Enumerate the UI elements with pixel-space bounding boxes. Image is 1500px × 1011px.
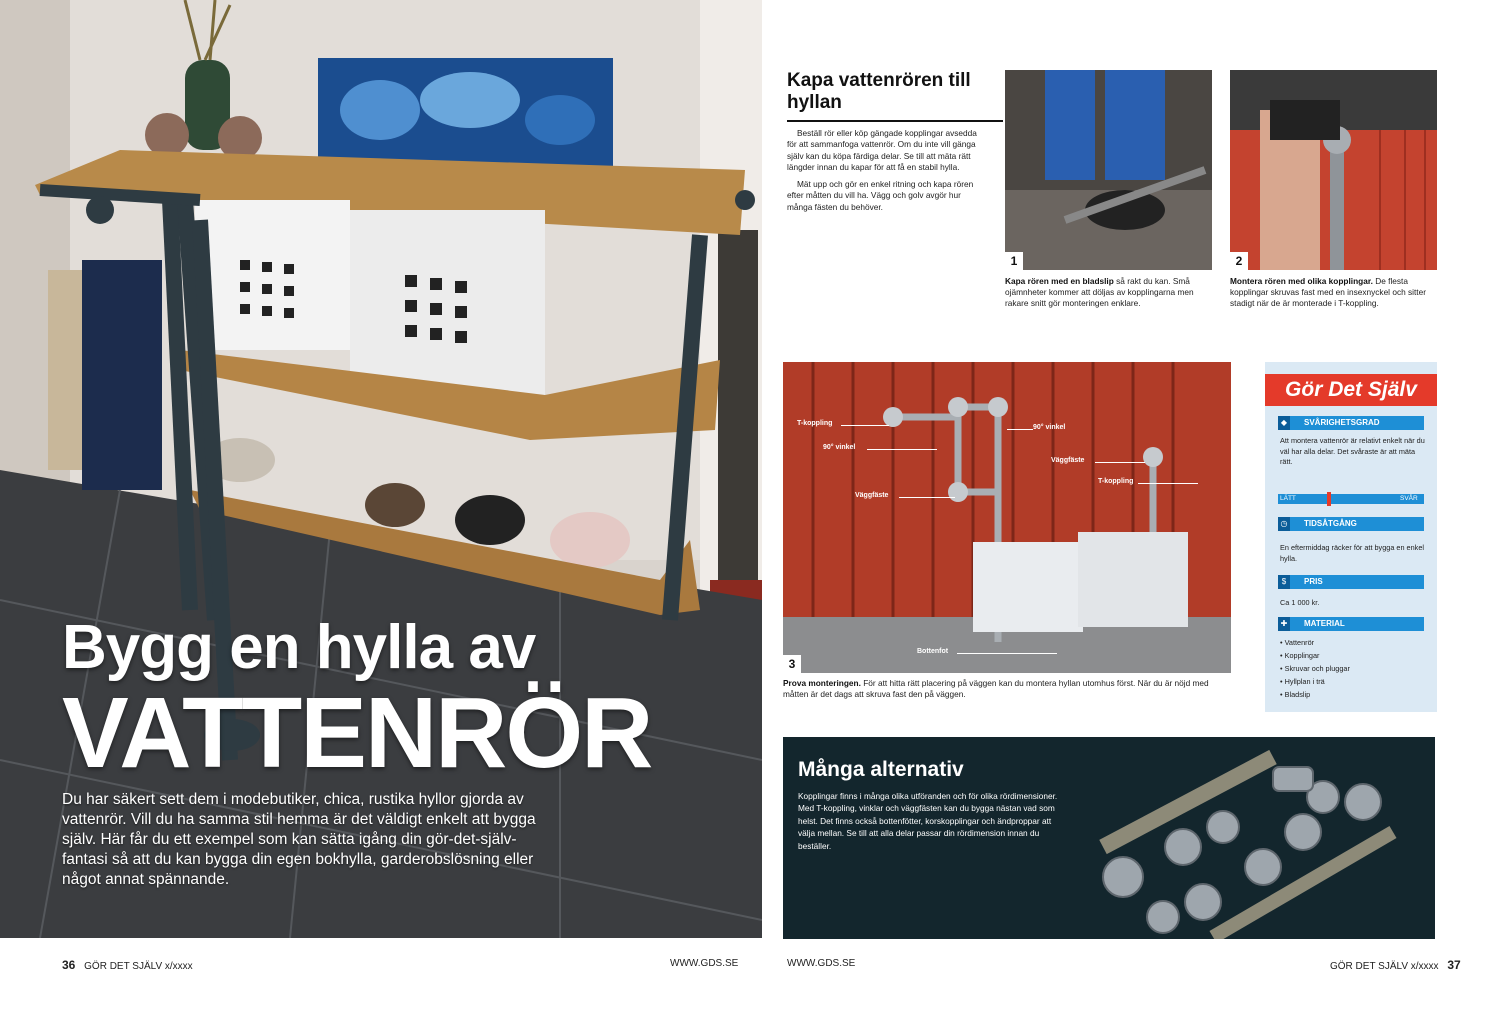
alternatives-title: Många alternativ bbox=[798, 758, 964, 781]
left-folio-url: WWW.GDS.SE bbox=[670, 958, 739, 969]
photo-label: Bottenfot bbox=[917, 648, 949, 655]
clock-icon: ◷ bbox=[1278, 517, 1290, 531]
sidebar-text: Ca 1 000 kr. bbox=[1280, 598, 1320, 607]
material-icon: ✚ bbox=[1278, 617, 1290, 631]
sidebar-banner: Gör Det Själv bbox=[1265, 374, 1437, 406]
sidebar-heading: TIDSÅTGÅNG bbox=[1290, 517, 1424, 531]
step-number: 3 bbox=[783, 655, 801, 673]
label-leader-line bbox=[1138, 483, 1198, 484]
intro-text: Du har säkert sett dem i modebutiker, chica, rustika hyllor gjorda av vattenrör. Vill du ha samma stil hemma är det väldigt enkelt att bygga själv. Här får du ett exempel som kan sätta igång din gör-det-själv-fantasi så att du kan bygga din egen bokhylla, garderobslösning eller något annat spännande. bbox=[62, 791, 536, 888]
section-rule bbox=[787, 120, 1003, 122]
difficulty-marker bbox=[1327, 492, 1331, 506]
sidebar-heading: SVÅRIGHETSGRAD bbox=[1290, 416, 1424, 430]
section-body bbox=[787, 128, 987, 219]
test-assembly-photo-illustration bbox=[783, 362, 1231, 673]
photo-label: Väggfäste bbox=[1051, 457, 1085, 464]
photo-label: T-koppling bbox=[797, 420, 833, 427]
headline-line-2: VATTENRÖR bbox=[62, 677, 652, 789]
left-folio-issue: x/xxxx bbox=[164, 961, 193, 972]
material-item: • Hyllplan i trä bbox=[1280, 677, 1325, 686]
right-folio-issue: x/xxxx bbox=[1410, 961, 1439, 972]
sidebar-text: Att montera vattenrör är relativt enkelt när du väl har alla delar. Det svåraste är att mäta rätt. bbox=[1280, 436, 1425, 466]
step-3-photo bbox=[783, 362, 1231, 673]
material-item: • Kopplingar bbox=[1280, 651, 1320, 660]
left-page-number: 36 bbox=[62, 958, 76, 972]
step-1-photo bbox=[1005, 70, 1212, 270]
level-icon: ◆ bbox=[1278, 416, 1290, 430]
label-leader-line bbox=[841, 425, 889, 426]
difficulty-low-label: LÄTT bbox=[1280, 495, 1296, 502]
section-title: Kapa vattenrören till hyllan bbox=[787, 70, 971, 113]
right-folio-url: WWW.GDS.SE bbox=[787, 958, 856, 969]
right-folio bbox=[1330, 958, 1467, 972]
right-page-number: 37 bbox=[1447, 958, 1461, 972]
step-3-text: För att hitta rätt placering på väggen kan du montera hyllan utomhus först. När du är nöjd med måtten är det dags att skruva fast den på väggen. bbox=[783, 678, 1209, 699]
photo-label: T-koppling bbox=[1098, 478, 1134, 485]
label-leader-line bbox=[867, 449, 937, 450]
price-icon: $ bbox=[1278, 575, 1290, 589]
step-2-title: Montera rören med olika kopplingar. bbox=[1230, 276, 1373, 286]
section-paragraph: Beställ rör eller köp gängade kopplingar avsedda för att sammanfoga vattenrör. Om du inte vill gänga själv kan du köpa färdiga delar. Se till att mäta rätt längder innan du kapar för att få en stabil hylla. bbox=[787, 128, 977, 172]
alternatives-body: Kopplingar finns i många olika utföranden och för olika rördimensioner. Med T-koppling, vinklar och väggfästen kan du bygga nästan vad som helst. Det finns också bottenfötter, korskopplingar och ändproppar att välja mellan. Se till att alla delar passar din rördimension innan du beställer. bbox=[798, 791, 1058, 851]
sidebar-heading: PRIS bbox=[1290, 575, 1424, 589]
assembly-photo-illustration bbox=[1230, 70, 1437, 270]
material-item: • Vattenrör bbox=[1280, 638, 1315, 647]
left-folio bbox=[62, 958, 193, 972]
cutting-photo-illustration bbox=[1005, 70, 1212, 270]
photo-label: 90° vinkel bbox=[823, 444, 856, 451]
label-leader-line bbox=[899, 497, 955, 498]
label-leader-line bbox=[1007, 429, 1033, 430]
material-item: • Bladslip bbox=[1280, 690, 1311, 699]
left-folio-magazine: GÖR DET SJÄLV bbox=[84, 961, 163, 972]
step-2-text: De flesta kopplingar skruvas fast med en insexnyckel och sitter stadigt när de är monterade i T-koppling. bbox=[1230, 276, 1426, 308]
step-number: 1 bbox=[1005, 252, 1023, 270]
photo-label: 90° vinkel bbox=[1033, 424, 1066, 431]
step-1-title: Kapa rören med en bladslip bbox=[1005, 276, 1114, 286]
step-3-caption bbox=[783, 678, 1231, 700]
label-leader-line bbox=[1095, 462, 1145, 463]
section-paragraph: Mät upp och gör en enkel ritning och kapa rören efter måtten du vill ha. Vägg och golv avgör hur många fästen du behöver. bbox=[787, 179, 974, 212]
photo-label: Väggfäste bbox=[855, 492, 889, 499]
step-number: 2 bbox=[1230, 252, 1248, 270]
step-2-caption bbox=[1230, 276, 1437, 309]
material-list bbox=[1280, 636, 1426, 701]
step-1-caption bbox=[1005, 276, 1212, 309]
step-3-title: Prova monteringen. bbox=[783, 678, 861, 688]
step-2-photo bbox=[1230, 70, 1437, 270]
right-folio-magazine: GÖR DET SJÄLV bbox=[1330, 961, 1408, 972]
sidebar-heading: MATERIAL bbox=[1290, 617, 1424, 631]
headline-line-1: Bygg en hylla av bbox=[62, 613, 536, 682]
label-leader-line bbox=[957, 653, 1057, 654]
difficulty-high-label: SVÅR bbox=[1400, 495, 1418, 502]
material-item: • Skruvar och pluggar bbox=[1280, 664, 1350, 673]
sidebar-text: En eftermiddag räcker för att bygga en enkel hylla. bbox=[1280, 543, 1424, 563]
step-1-text: så rakt du kan. Små ojämnheter kommer att döljas av kopplingarna men rakare snitt gör monteringen enklare. bbox=[1005, 276, 1194, 308]
